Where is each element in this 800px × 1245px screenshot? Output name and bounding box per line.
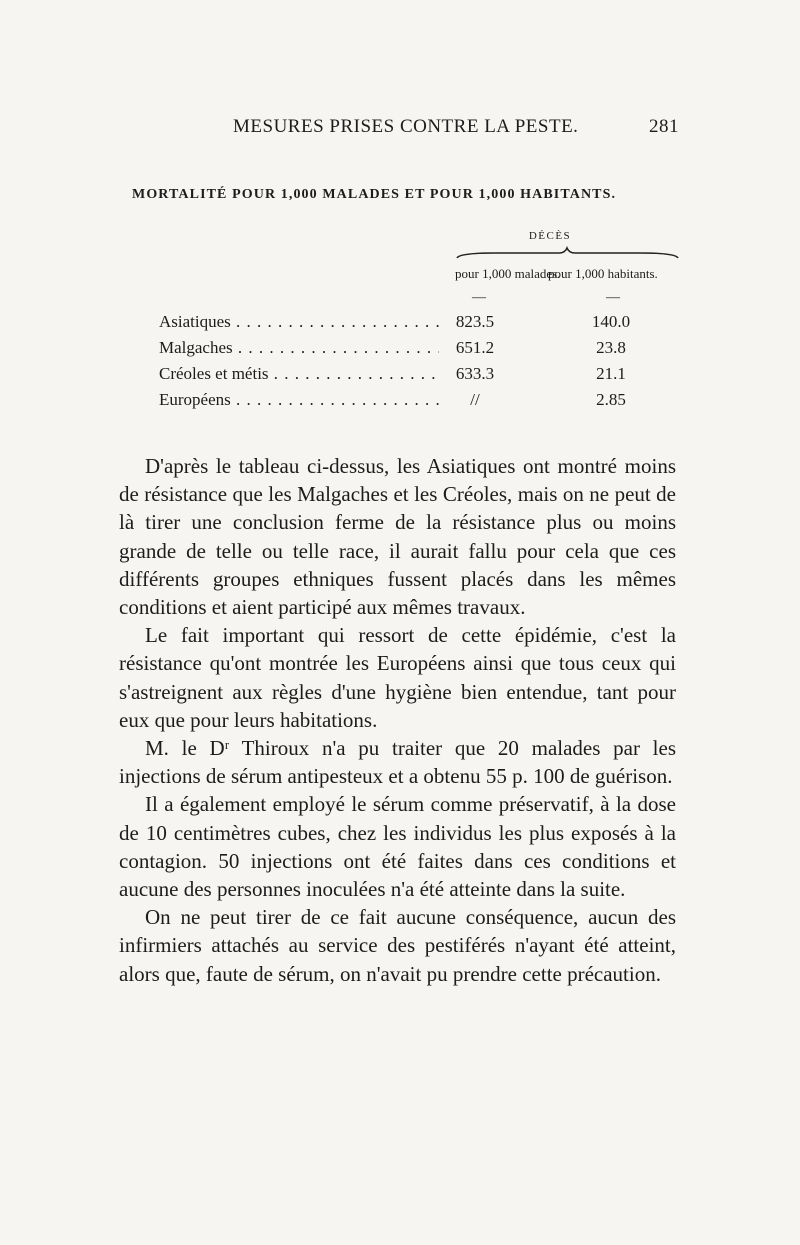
table-group-brace bbox=[455, 246, 680, 260]
column-dash-habitants: — bbox=[606, 290, 620, 305]
value-habitants: 2.85 bbox=[596, 390, 626, 409]
table-row bbox=[0, 364, 800, 390]
table-row bbox=[0, 338, 800, 364]
value-malades: 633.3 bbox=[455, 364, 495, 383]
paragraph: On ne peut tirer de ce fait aucune conséquence, aucun des infirmiers attachés au service des pestiférés n'ayant été atteint, alors que, faute de sérum, on n'avait pu prendre cette précaution. bbox=[119, 905, 676, 986]
column-dash-malades: — bbox=[472, 290, 486, 305]
column-header-habitants: pour 1,000 habitants. bbox=[548, 266, 658, 281]
paragraph: M. le Dʳ Thiroux n'a pu traiter que 20 malades par les injections de sérum antipesteux et a obtenu 55 p. 100 de guérison. bbox=[119, 736, 676, 789]
running-title: MESURES PRISES CONTRE LA PESTE. bbox=[233, 116, 579, 137]
row-label: Asiatiques . . . bbox=[159, 312, 439, 332]
value-habitants: 140.0 bbox=[591, 312, 631, 331]
paragraph: Il a également employé le sérum comme préservatif, à la dose de 10 centimètres cubes, chez les individus les plus exposés à la contagion. 50 injections ont été faites dans ces conditions et aucune des personnes inoculées n'a été atteinte dans la suite. bbox=[119, 792, 676, 902]
running-head bbox=[115, 116, 683, 146]
body-text bbox=[119, 452, 676, 988]
table-title: MORTALITÉ POUR 1,000 MALADES ET POUR 1,000 HABITANTS. bbox=[132, 187, 617, 202]
page-number: 281 bbox=[649, 116, 679, 137]
table-group-label: DÉCÈS bbox=[528, 230, 572, 242]
value-habitants: 21.1 bbox=[596, 364, 626, 383]
value-malades: 823.5 bbox=[455, 312, 495, 331]
row-label: Créoles et métis . . . bbox=[159, 364, 439, 384]
table-row bbox=[0, 390, 800, 416]
paragraph: D'après le tableau ci-dessus, les Asiatiques ont montré moins de résistance que les Malgaches et les Créoles, mais on ne peut de là tirer une conclusion ferme de la résistance plus ou moins grande de telle ou telle race, il aurait fallu pour cela que ces différents groupes ethniques fussent placés dans les mêmes conditions et aient participé aux mêmes travaux. bbox=[119, 454, 676, 620]
value-malades: 651.2 bbox=[455, 338, 495, 357]
paragraph: Le fait important qui ressort de cette épidémie, c'est la résistance qu'ont montrée les Européens ainsi que tous ceux qui s'astreignent aux règles d'une hygiène bien entendue, tant pour eux que pour leurs habitations. bbox=[119, 623, 676, 732]
value-habitants: 23.8 bbox=[596, 338, 626, 357]
row-label: Européens . . . bbox=[159, 390, 439, 410]
column-header-malades: pour 1,000 malades. bbox=[455, 266, 561, 281]
row-label: Malgaches . . . bbox=[159, 338, 439, 358]
table-row bbox=[0, 312, 800, 338]
mortality-table bbox=[0, 312, 800, 416]
value-malades: // bbox=[470, 390, 480, 409]
